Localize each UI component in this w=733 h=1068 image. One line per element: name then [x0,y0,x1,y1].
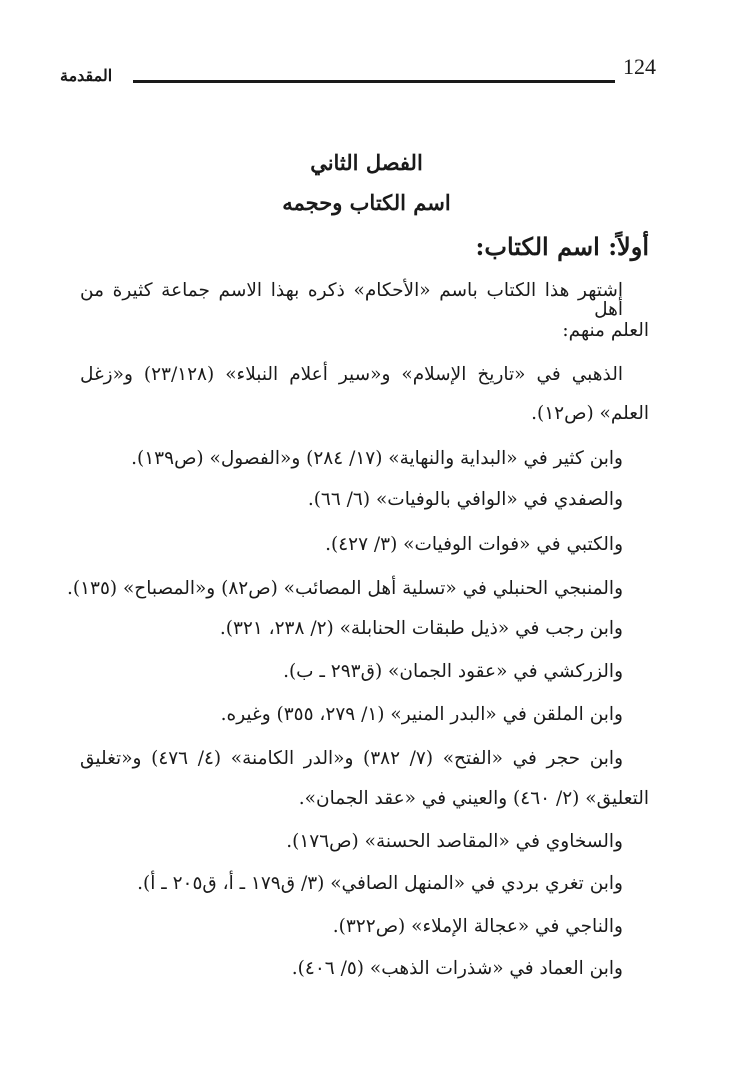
intro-line-1: اشتهر هذا الكتاب باسم «الأحكام» ذكره بهذا الاسم جماعة كثيرة من أهل [80,280,623,320]
entry-dhahabi-line-2: العلم» (ص١٢). [531,403,649,424]
entry-dhahabi-line-1: الذهبي في «تاريخ الإسلام» و«سير أعلام النبلاء» (٢٣/١٢٨) و«زغل [80,364,623,385]
header-rule [133,80,615,83]
section-title: أولاً: اسم الكتاب: [475,232,649,261]
entry-ibn-hajar-line-1: وابن حجر في «الفتح» (٧/ ٣٨٢) و«الدر الكامنة» (٤/ ٤٧٦) و«تغليق [80,748,623,769]
entry-ibn-imad: وابن العماد في «شذرات الذهب» (٥/ ٤٠٦). [291,958,623,979]
entry-manbiji: والمنبجي الحنبلي في «تسلية أهل المصائب» (ص٨٢) و«المصباح» (١٣٥). [66,578,623,599]
entry-safadi: والصفدي في «الوافي بالوفيات» (٦/ ٦٦). [307,489,623,510]
entry-ibn-mulaqqin: وابن الملقن في «البدر المنير» (١/ ٢٧٩، ٣٥٥) وغيره. [220,704,623,725]
entry-ibn-kathir: وابن كثير في «البداية والنهاية» (١٧/ ٢٨٤) و«الفصول» (ص١٣٩). [131,448,623,469]
running-head: المقدمة [60,66,113,85]
chapter-title: اسم الكتاب وحجمه [282,190,451,215]
entry-ibn-taghri: وابن تغري بردي في «المنهل الصافي» (٣/ ق١٧٩ ـ أ، ق٢٠٥ ـ أ). [137,873,623,894]
entry-zarkashi: والزركشي في «عقود الجمان» (ق٢٩٣ ـ ب). [283,661,623,682]
chapter-heading: الفصل الثاني [310,150,423,175]
page-number: 124 [623,54,656,79]
entry-kutubi: والكتبي في «فوات الوفيات» (٣/ ٤٢٧). [325,534,623,555]
entry-naji: والناجي في «عجالة الإملاء» (ص٣٢٢). [332,916,623,937]
entry-ibn-hajar-line-2: التعليق» (٢/ ٤٦٠) والعيني في «عقد الجمان». [298,788,649,809]
intro-line-2: العلم منهم: [562,320,649,341]
entry-sakhawi: والسخاوي في «المقاصد الحسنة» (ص١٧٦). [286,831,623,852]
entry-ibn-rajab: وابن رجب في «ذيل طبقات الحنابلة» (٢/ ٢٣٨، ٣٢١). [219,618,623,639]
page-header [60,52,657,88]
